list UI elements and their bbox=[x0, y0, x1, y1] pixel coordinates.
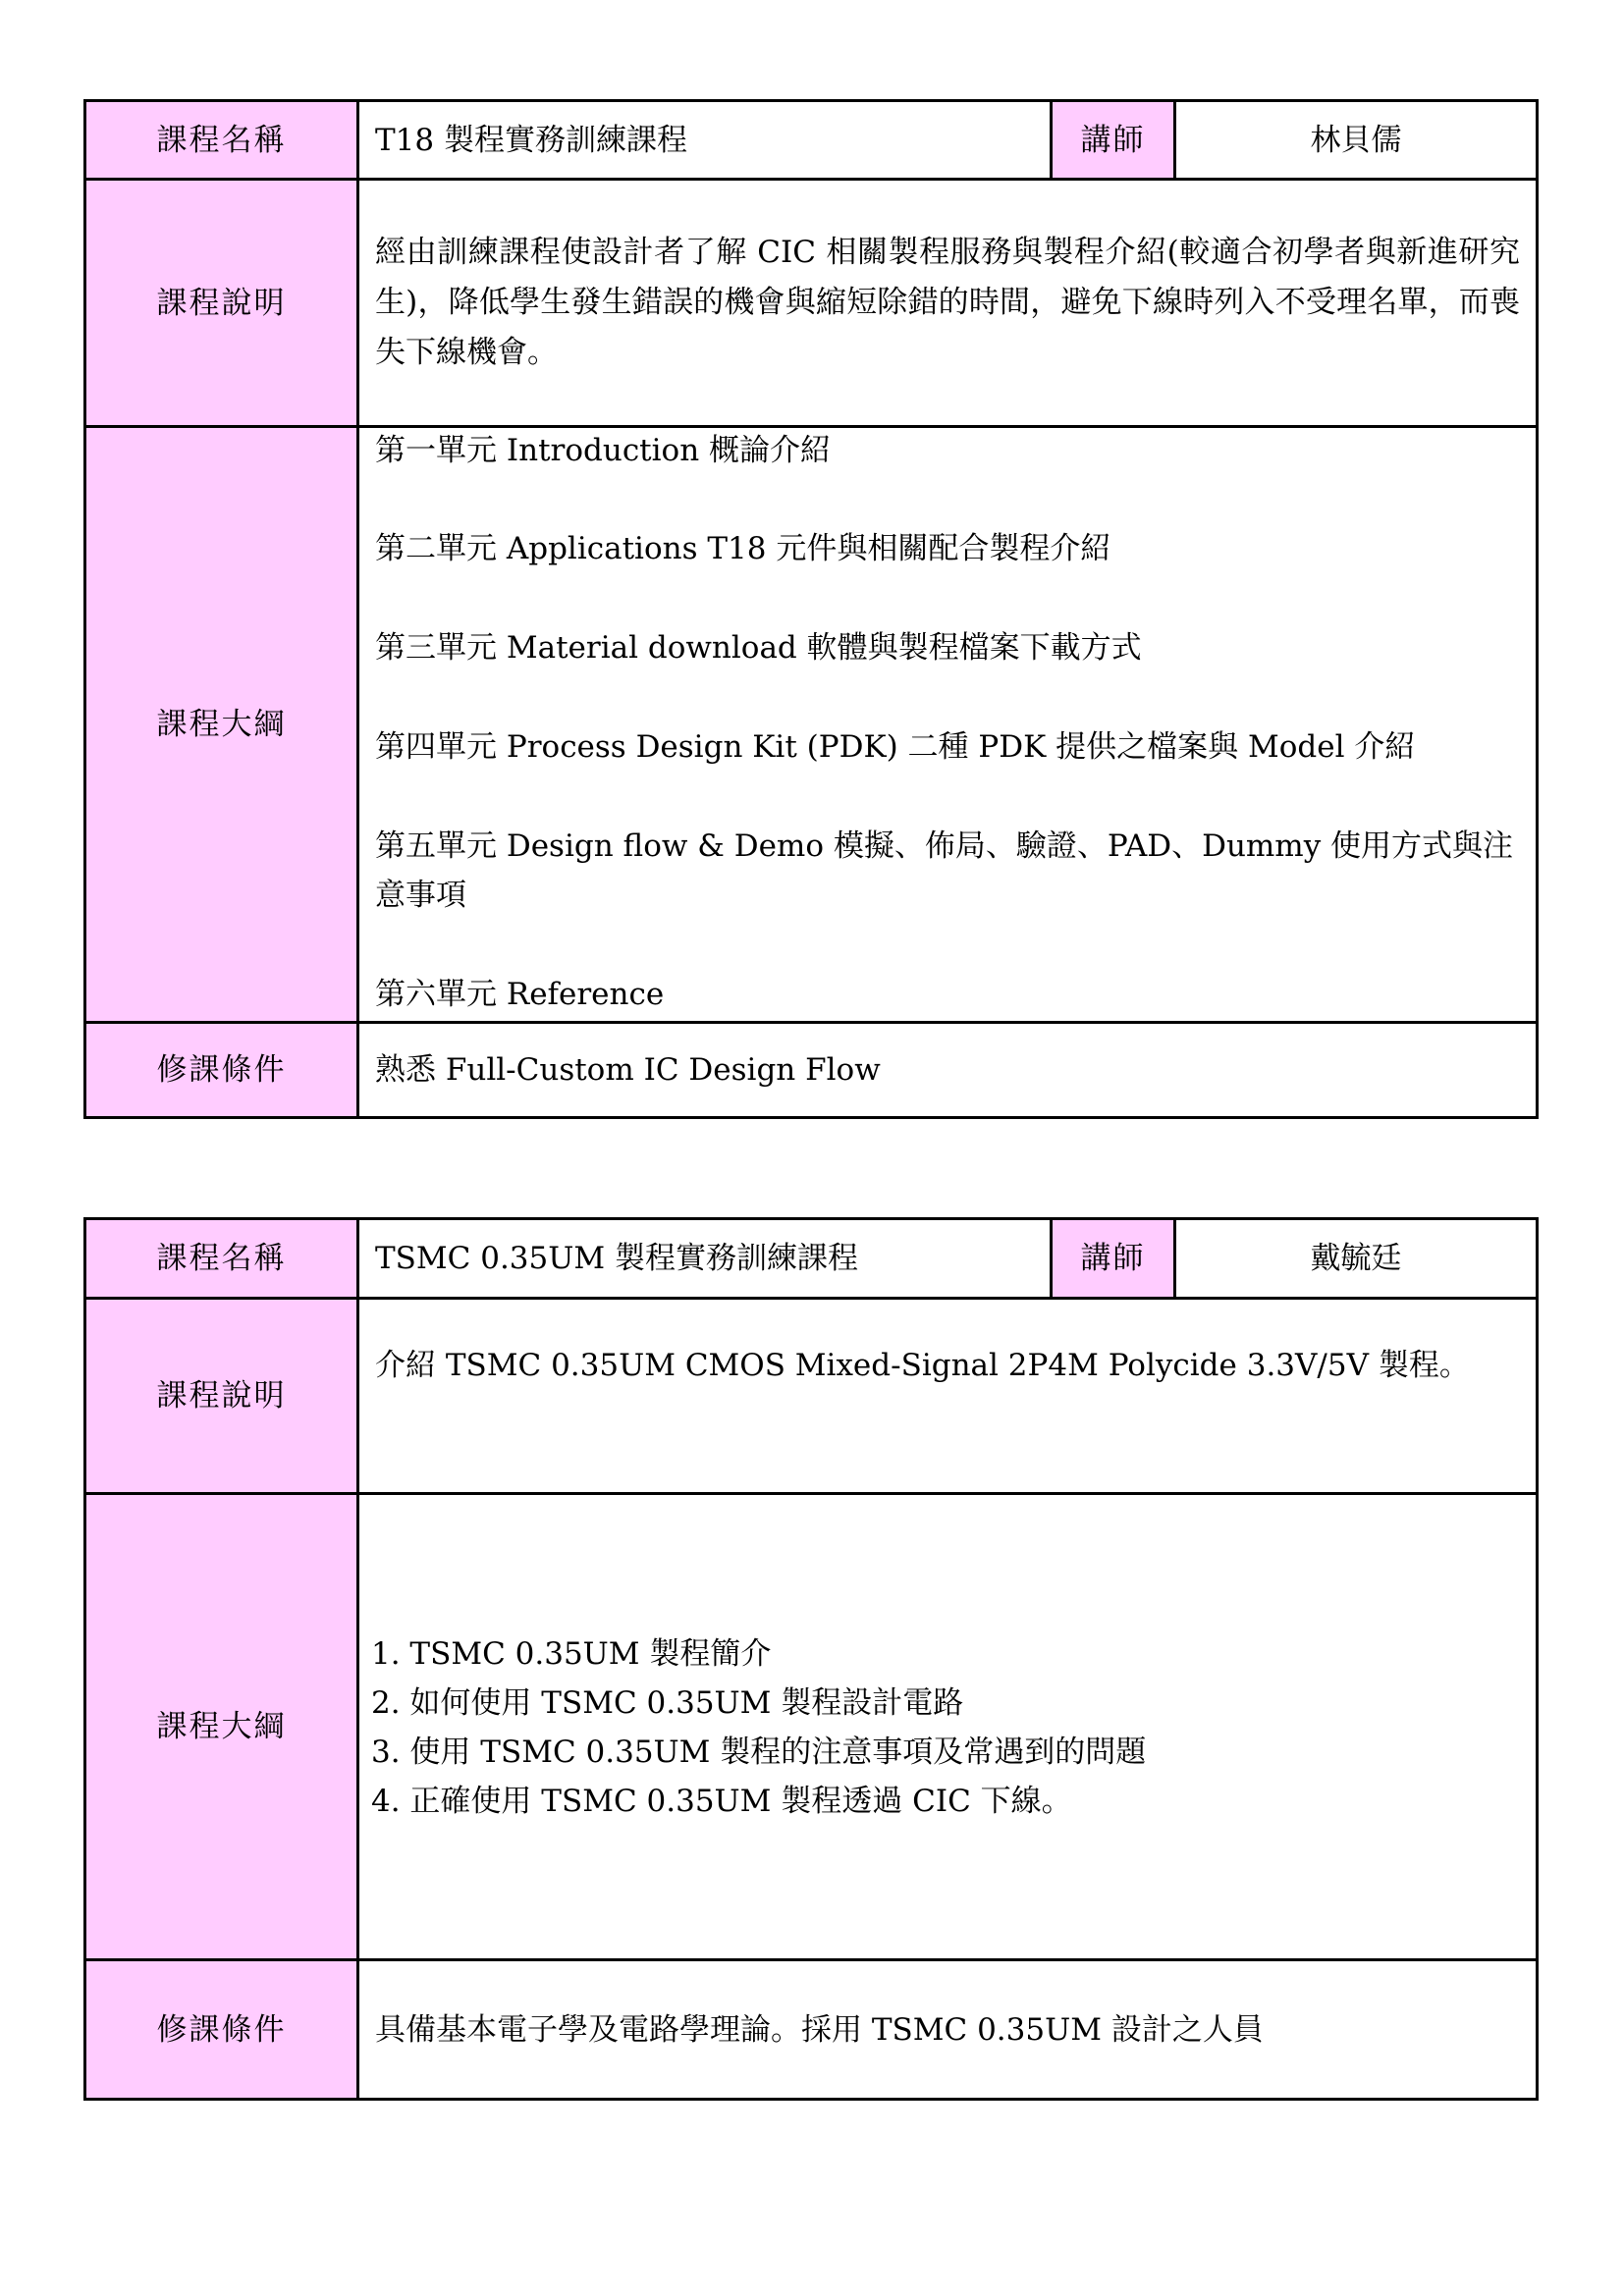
outline-item-4: 4. 正確使用 TSMC 0.35UM 製程透過 CIC 下線。 bbox=[371, 1784, 1072, 1819]
course-name: T18 製程實務訓練課程 bbox=[358, 101, 1052, 180]
course-description: 介紹 TSMC 0.35UM CMOS Mixed-Signal 2P4M Polycide 3.3V/5V 製程。 bbox=[375, 1348, 1470, 1383]
course-prerequisite-label: 修課條件 bbox=[85, 1023, 358, 1118]
course-outline-cell bbox=[358, 427, 1538, 1023]
course-prerequisite-row bbox=[85, 1960, 1538, 2100]
course-outline-cell bbox=[358, 1494, 1538, 1960]
course-description-label: 課程說明 bbox=[85, 1299, 358, 1494]
course-prerequisite: 具備基本電子學及電路學理論。採用 TSMC 0.35UM 設計之人員 bbox=[358, 1960, 1538, 2100]
course-description: 經由訓練課程使設計者了解 CIC 相關製程服務與製程介紹(較適合初學者與新進研究生)，降低學生發生錯誤的機會與縮短除錯的時間，避免下線時列入不受理名單，而喪失下線機會。 bbox=[375, 235, 1520, 370]
instructor-name: 林貝儒 bbox=[1175, 101, 1538, 180]
outline-item-3: 3. 使用 TSMC 0.35UM 製程的注意事項及常遇到的問題 bbox=[371, 1735, 1147, 1770]
course-description-row bbox=[85, 180, 1538, 427]
course-description-cell bbox=[358, 180, 1538, 427]
outline-unit-2: 第二單元 Applications T18 元件與相關配合製程介紹 bbox=[375, 531, 1111, 566]
course-description-row bbox=[85, 1299, 1538, 1494]
outline-item-1: 1. TSMC 0.35UM 製程簡介 bbox=[371, 1636, 772, 1672]
course-outline-row bbox=[85, 1494, 1538, 1960]
outline-unit-3: 第三單元 Material download 軟體與製程檔案下載方式 bbox=[375, 630, 1142, 666]
course-prerequisite-row bbox=[85, 1023, 1538, 1118]
instructor-label: 講師 bbox=[1052, 101, 1175, 180]
instructor-name: 戴毓廷 bbox=[1175, 1219, 1538, 1299]
course-description-label: 課程說明 bbox=[85, 180, 358, 427]
course-name-label: 課程名稱 bbox=[85, 101, 358, 180]
outline-unit-6: 第六單元 Reference bbox=[375, 977, 665, 1012]
course-name: TSMC 0.35UM 製程實務訓練課程 bbox=[358, 1219, 1052, 1299]
outline-item-2: 2. 如何使用 TSMC 0.35UM 製程設計電路 bbox=[371, 1685, 964, 1721]
course-outline-row bbox=[85, 427, 1538, 1023]
course-prerequisite-label: 修課條件 bbox=[85, 1960, 358, 2100]
outline-unit-4: 第四單元 Process Design Kit (PDK) 二種 PDK 提供之檔案與 Model 介紹 bbox=[375, 729, 1416, 765]
instructor-label: 講師 bbox=[1052, 1219, 1175, 1299]
course-name-row bbox=[85, 1219, 1538, 1299]
outline-unit-1: 第一單元 Introduction 概論介紹 bbox=[375, 433, 832, 468]
outline-unit-5: 第五單元 Design flow & Demo 模擬、佈局、驗證、PAD、Dummy 使用方式與注意事項 bbox=[375, 828, 1514, 913]
course-table-t18 bbox=[83, 99, 1539, 1119]
course-table-tsmc035 bbox=[83, 1217, 1539, 2101]
course-prerequisite: 熟悉 Full-Custom IC Design Flow bbox=[358, 1023, 1538, 1118]
course-outline-label: 課程大綱 bbox=[85, 427, 358, 1023]
course-name-row bbox=[85, 101, 1538, 180]
course-description-cell bbox=[358, 1299, 1538, 1494]
course-outline-label: 課程大綱 bbox=[85, 1494, 358, 1960]
course-name-label: 課程名稱 bbox=[85, 1219, 358, 1299]
